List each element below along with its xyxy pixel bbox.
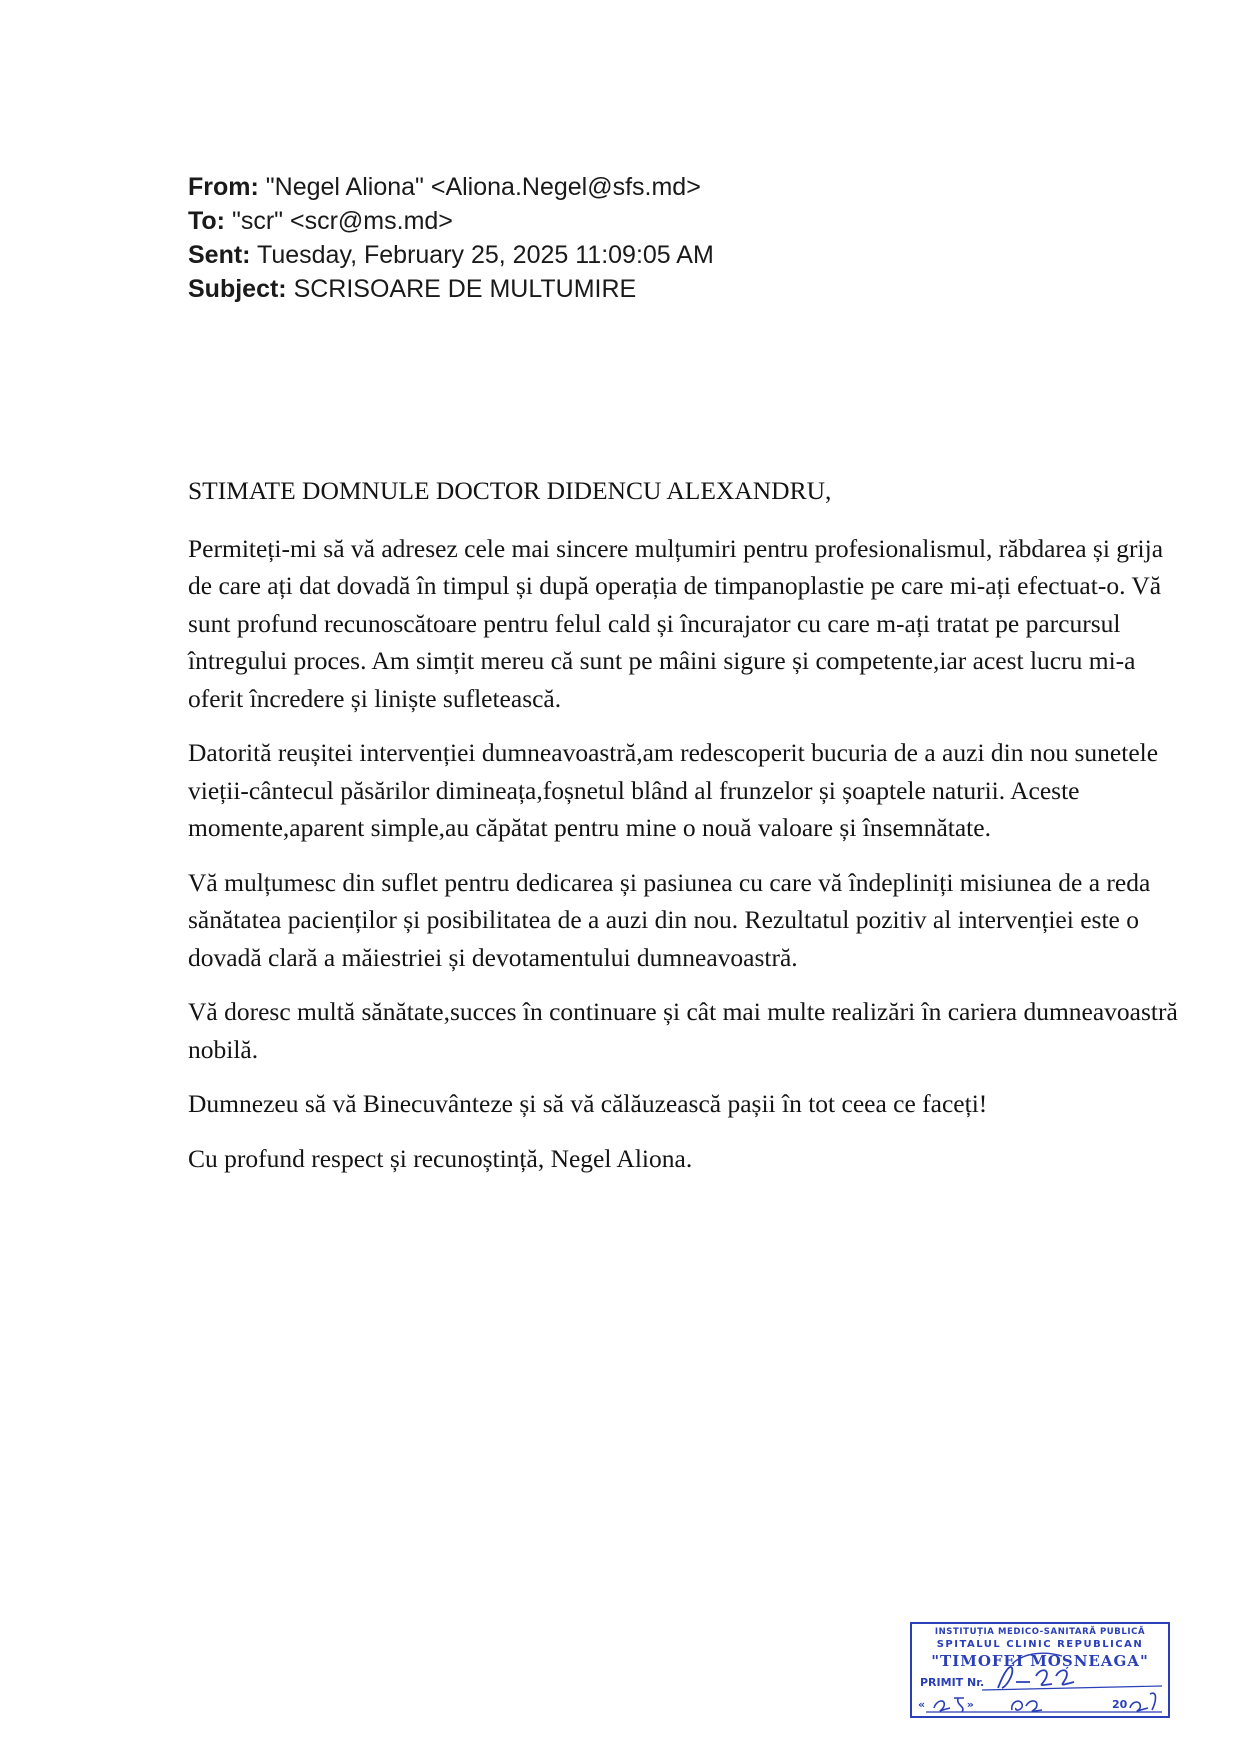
stamp-year-prefix: 20 — [1112, 1698, 1128, 1711]
stamp-line-name: "TIMOFEI MOȘNEAGA" — [931, 1652, 1149, 1670]
paragraph: Datorită reușitei intervenției dumneavoastră,am redescoperit bucuria de a auzi din nou sunetele vieții-cântecul păsărilor dimineața,foșnetul blând al frunzelor și șoaptele naturii. Aceste momente,aparent simple,au căpătat pentru mine o nouă valoare și însemnătate. — [188, 738, 1159, 842]
paragraph: Permiteți-mi să vă adresez cele mai sincere mulțumiri pentru profesionalismul, răbdarea și grija de care ați dat dovadă în timpul și după operația de timpanoplastie pe care mi-ați efectuat-o. Vă sunt profund recunoscătoare pentru felul cald și încurajator cu care m-ați tratat pe parcursul întregului proces. Am simțit mereu că sunt pe mâini sigure și competente,iar acest lucru mi-a oferit încredere și liniște sufletească. — [188, 533, 1164, 713]
paragraph: Vă mulțumesc din suflet pentru dedicarea și pasiunea cu care vă îndepliniți misiunea de a reda sănătatea pacienților și posibilitatea de a auzi din nou. Rezultatul pozitiv al intervenției este o dovadă clară a măiestriei și devotamentului dumneavoastră. — [188, 867, 1151, 972]
stamp-line-institution: INSTITUȚIA MEDICO-SANITARĂ PUBLICĂ — [934, 1627, 1146, 1637]
subject-row — [188, 272, 714, 306]
subject-label: Subject: — [188, 275, 287, 303]
salutation: STIMATE DOMNULE DOCTOR DIDENCU ALEXANDRU, — [188, 476, 832, 505]
from-row — [188, 170, 714, 204]
subject-value: SCRISOARE DE MULTUMIRE — [293, 275, 637, 303]
sent-row — [188, 238, 714, 272]
email-header — [188, 170, 714, 306]
stamp-received-label: PRIMIT Nr. — [920, 1676, 985, 1689]
stamp-line-hospital: SPITALUL CLINIC REPUBLICAN — [936, 1639, 1144, 1650]
sent-value: Tuesday, February 25, 2025 11:09:05 AM — [257, 241, 714, 269]
to-label: To: — [188, 207, 226, 235]
registration-stamp — [910, 1622, 1170, 1718]
handwritten-entries — [912, 1624, 1172, 1720]
from-value: "Negel Aliona" <Aliona.Negel@sfs.md> — [265, 173, 701, 201]
stamp-date-close-quote: » — [966, 1698, 974, 1711]
closing-signature: Cu profund respect și recunoștință, Negel Aliona. — [188, 1143, 693, 1173]
stamp-date-open-quote: « — [918, 1698, 926, 1711]
paragraph: Vă doresc multă sănătate,succes în continuare și cât mai multe realizări în cariera dumneavoastră nobilă. — [188, 997, 1178, 1064]
sent-label: Sent: — [188, 241, 251, 269]
to-value: "scr" <scr@ms.md> — [231, 207, 453, 235]
from-label: From: — [188, 173, 259, 201]
to-row — [188, 204, 714, 238]
letter-body — [188, 472, 1188, 1194]
paragraph: Dumnezeu să vă Binecuvânteze și să vă călăuzească pașii în tot ceea ce faceți! — [188, 1089, 988, 1118]
